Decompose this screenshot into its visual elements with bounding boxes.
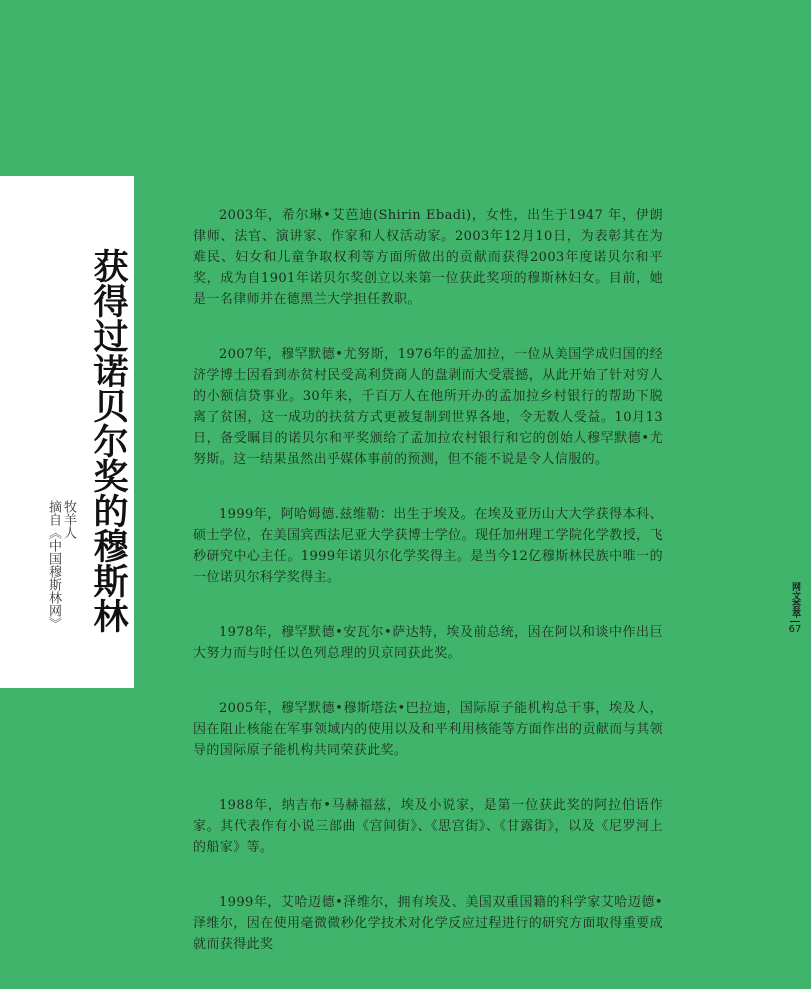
- article-body: [193, 205, 663, 989]
- article-title: 获得过诺贝尔奖的穆斯林: [88, 248, 129, 633]
- magazine-name: 网文荟萃: [790, 582, 800, 618]
- page-marker: [788, 582, 802, 635]
- byline: [46, 500, 76, 630]
- marker-divider: [790, 621, 800, 622]
- paragraph: 2005年，穆罕默德•穆斯塔法•巴拉迪，国际原子能机构总干事，埃及人，因在阻止核能在军事领域内的使用以及和平利用核能等方面作出的贡献而与其领导的国际原子能机构共同荣获此奖。: [193, 701, 663, 758]
- paragraph: 2003年，希尔琳•艾芭迪(Shirin Ebadi)，女性，出生于1947 年，伊朗律师、法官、演讲家、作家和人权活动家。2003年12月10日，为表彰其在为难民、妇女和儿童争取权利等方面所做出的贡献而获得2003年度诺贝尔和平奖，成为自1901年诺贝尔奖创立以来第一位获此奖项的穆斯林妇女。目前，她是一名律师并在德黑兰大学担任教职。: [193, 208, 663, 307]
- page-number: 67: [788, 624, 802, 635]
- paragraph: 1988年，纳吉布•马赫福兹，埃及小说家，是第一位获此奖的阿拉伯语作家。其代表作有小说三部曲《宫间街》、《思宫街》、《甘露街》，以及《尼罗河上的船家》等。: [193, 798, 663, 855]
- author-name: 牧羊人: [61, 500, 76, 539]
- paragraph: 2007年，穆罕默德•尤努斯，1976年的孟加拉，一位从美国学成归国的经济学博士因看到赤贫村民受高利贷商人的盘剥而大受震撼，从此开始了针对穷人的小额信贷事业。30年来，千百万人在他所开办的孟加拉乡村银行的帮助下脱离了贫困，这一成功的扶贫方式更被复制到世界各地，令无数人受益。10月13日，备受瞩目的诺贝尔和平奖颁给了孟加拉农村银行和它的创始人穆罕默德•尤努斯。这一结果虽然出乎媒体事前的预测，但不能不说是令人信服的。: [193, 347, 663, 467]
- paragraph: 1978年，穆罕默德•安瓦尔•萨达特，埃及前总统，因在阿以和谈中作出巨大努力而与时任以色列总理的贝京同获此奖。: [193, 625, 663, 661]
- paragraph: 1999年，艾哈迈德•泽维尔，拥有埃及、美国双重国籍的科学家艾哈迈德•泽维尔，因在使用毫微微秒化学技术对化学反应过程进行的研究方面取得重要成就而获得此奖: [193, 895, 663, 952]
- paragraph: 1999年，阿哈姆德.兹维勒：出生于埃及。在埃及亚历山大大学获得本科、硕士学位，在美国宾西法尼亚大学获博士学位。现任加州理工学院化学教授，飞秒研究中心主任。1999年诺贝尔化学奖得主。是当今12亿穆斯林民族中唯一的一位诺贝尔科学奖得主。: [193, 507, 663, 585]
- source-note: 摘自《中国穆斯林网》: [46, 500, 61, 630]
